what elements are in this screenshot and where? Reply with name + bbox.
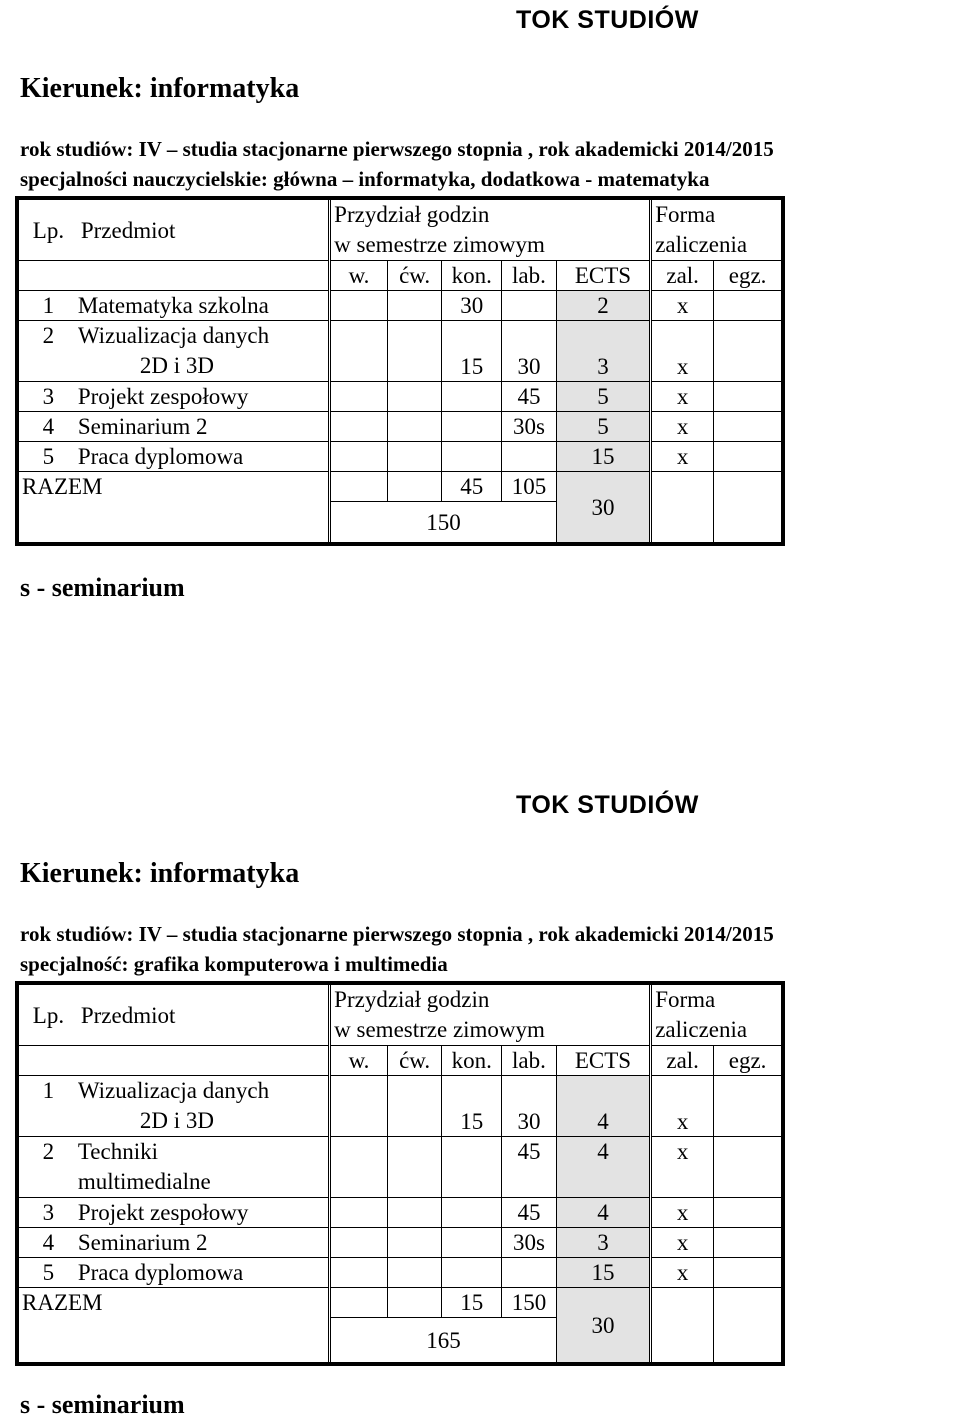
row-kon: 15	[442, 1076, 502, 1137]
totals-kon: 15	[442, 1288, 502, 1318]
row-lab: 30	[502, 1076, 557, 1137]
row-ects: 5	[556, 412, 650, 442]
table-row	[17, 291, 783, 321]
totals-sum: 165	[330, 1318, 557, 1365]
totals-sum: 150	[330, 502, 557, 545]
year-info: rok studiów: IV – studia stacjonarne pierwszego stopnia , rok akademicki 2014/2015	[20, 922, 774, 946]
header-zal: zal.	[651, 261, 714, 291]
table-row	[17, 1076, 783, 1137]
totals-label: RAZEM	[17, 472, 330, 545]
header-w: w.	[330, 261, 388, 291]
row-lab: 30	[502, 321, 557, 382]
header-lp: Lp.	[17, 983, 78, 1046]
table-row	[17, 1228, 783, 1258]
row-lp: 5	[17, 1258, 78, 1288]
kierunek-heading: Kierunek: informatyka	[20, 73, 300, 104]
schedule-table	[15, 981, 785, 1366]
table-row	[17, 1258, 783, 1288]
header-hours-line1: Przydział godzin	[334, 987, 490, 1012]
row-zal: x	[651, 291, 714, 321]
row-ects: 3	[556, 1228, 650, 1258]
row-ects: 4	[556, 1076, 650, 1137]
row-subject: Seminarium 2	[78, 412, 330, 442]
row-lab: 45	[502, 382, 557, 412]
row-subject-line2: 2D i 3D	[139, 1108, 214, 1133]
row-lp: 2	[17, 321, 78, 382]
header-lab: lab.	[502, 1046, 557, 1076]
row-zal: x	[651, 1228, 714, 1258]
header-hours-line2: w semestrze zimowym	[334, 232, 545, 257]
header-form-line2: zaliczenia	[655, 232, 748, 257]
row-lp: 4	[17, 1228, 78, 1258]
header-form-line2: zaliczenia	[655, 1017, 748, 1042]
totals-lab: 150	[502, 1288, 557, 1318]
specialization-info: specjalność: grafika komputerowa i multimedia	[20, 952, 448, 976]
row-subject-line2: multimedialne	[77, 1169, 211, 1194]
table-row	[17, 442, 783, 472]
schedule-table	[15, 196, 785, 546]
footnote: s - seminarium	[20, 1390, 185, 1419]
row-zal: x	[651, 1137, 714, 1198]
specialization-info: specjalności nauczycielskie: główna – informatyka, dodatkowa - matematyka	[20, 167, 710, 191]
totals-kon: 45	[442, 472, 502, 502]
row-lp: 3	[17, 382, 78, 412]
row-ects: 4	[556, 1137, 650, 1198]
row-kon: 30	[442, 291, 502, 321]
table-row	[17, 1137, 783, 1198]
row-lp: 1	[17, 291, 78, 321]
row-subject: Projekt zespołowy	[78, 1198, 330, 1228]
row-subject: Seminarium 2	[78, 1228, 330, 1258]
row-lp: 2	[17, 1137, 78, 1198]
header-subject: Przedmiot	[78, 198, 330, 261]
header-form-line1: Forma	[655, 987, 716, 1012]
row-subject-line1: Techniki	[77, 1139, 158, 1164]
row-subject: Praca dyplomowa	[78, 1258, 330, 1288]
totals-ects: 30	[556, 472, 650, 545]
row-lp: 5	[17, 442, 78, 472]
row-lab: 30s	[502, 1228, 557, 1258]
header-form-line1: Forma	[655, 202, 716, 227]
row-lab: 45	[502, 1137, 557, 1198]
header-lab: lab.	[502, 261, 557, 291]
header-hours-line2: w semestrze zimowym	[334, 1017, 545, 1042]
totals-ects: 30	[556, 1288, 650, 1365]
row-ects: 15	[556, 442, 650, 472]
header-egz: egz.	[714, 1046, 783, 1076]
doc-title: TOK STUDIÓW	[516, 791, 699, 819]
header-kon: kon.	[442, 261, 502, 291]
table-row	[17, 412, 783, 442]
row-zal: x	[651, 412, 714, 442]
totals-row	[17, 1288, 783, 1318]
row-ects: 4	[556, 1198, 650, 1228]
row-ects: 2	[556, 291, 650, 321]
header-cw: ćw.	[387, 261, 442, 291]
row-subject: Projekt zespołowy	[78, 382, 330, 412]
row-zal: x	[651, 1198, 714, 1228]
row-zal: x	[651, 382, 714, 412]
row-subject-line2: 2D i 3D	[139, 353, 214, 378]
table-row	[17, 321, 783, 382]
row-subject	[78, 1137, 330, 1198]
row-ects: 5	[556, 382, 650, 412]
header-form	[651, 198, 783, 261]
table-row	[17, 1198, 783, 1228]
row-zal: x	[651, 1258, 714, 1288]
row-zal: x	[651, 442, 714, 472]
header-hours-line1: Przydział godzin	[334, 202, 490, 227]
totals-label: RAZEM	[17, 1288, 330, 1365]
row-lab: 45	[502, 1198, 557, 1228]
header-w: w.	[330, 1046, 388, 1076]
header-subject: Przedmiot	[78, 983, 330, 1046]
row-lp: 3	[17, 1198, 78, 1228]
header-cw: ćw.	[387, 1046, 442, 1076]
row-subject-line1: Wizualizacja danych	[77, 323, 270, 348]
totals-lab: 105	[502, 472, 557, 502]
row-zal: x	[651, 321, 714, 382]
header-form	[651, 983, 783, 1046]
row-subject	[78, 321, 330, 382]
row-lp: 4	[17, 412, 78, 442]
row-lab: 30s	[502, 412, 557, 442]
row-lp: 1	[17, 1076, 78, 1137]
row-subject: Matematyka szkolna	[78, 291, 330, 321]
doc-title: TOK STUDIÓW	[516, 6, 699, 34]
header-egz: egz.	[714, 261, 783, 291]
row-ects: 3	[556, 321, 650, 382]
row-zal: x	[651, 1076, 714, 1137]
header-hours	[330, 983, 651, 1046]
row-subject: Praca dyplomowa	[78, 442, 330, 472]
row-subject-line1: Wizualizacja danych	[77, 1078, 270, 1103]
kierunek-heading: Kierunek: informatyka	[20, 858, 300, 889]
year-info: rok studiów: IV – studia stacjonarne pierwszego stopnia , rok akademicki 2014/2015	[20, 137, 774, 161]
row-ects: 15	[556, 1258, 650, 1288]
header-hours	[330, 198, 651, 261]
footnote: s - seminarium	[20, 573, 185, 602]
totals-row	[17, 472, 783, 502]
header-ects: ECTS	[556, 1046, 650, 1076]
header-zal: zal.	[651, 1046, 714, 1076]
table-row	[17, 382, 783, 412]
header-lp: Lp.	[17, 198, 78, 261]
header-ects: ECTS	[556, 261, 650, 291]
header-kon: kon.	[442, 1046, 502, 1076]
row-kon: 15	[442, 321, 502, 382]
row-subject	[78, 1076, 330, 1137]
